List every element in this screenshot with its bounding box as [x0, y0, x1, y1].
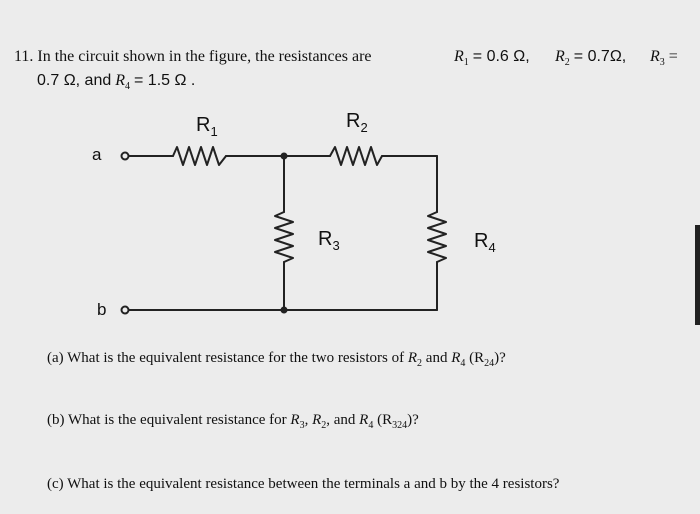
r1-value: $R_1 = 0.6$ Ω,	[454, 48, 530, 69]
problem-number: 11.	[14, 48, 34, 65]
junction-top	[281, 153, 288, 160]
label-r4: $R_4$	[474, 230, 496, 255]
resistor-r2	[330, 147, 382, 165]
terminal-b-node	[122, 307, 129, 314]
problem-line-2: 0.7 Ω, and $R_4 = 1.5$ Ω .	[37, 72, 196, 93]
terminal-b-label: b	[97, 300, 107, 319]
edge-bar	[695, 225, 700, 325]
question-a: (a) What is the equivalent resistance for the two resistors of $R_2$ and $R_4$ $(R_{24})$?	[47, 350, 506, 369]
junction-bottom	[281, 307, 288, 314]
label-r3: $R_3$	[318, 228, 340, 253]
label-r1: $R_1$	[196, 114, 218, 139]
resistor-r4	[428, 212, 446, 262]
resistor-r1	[173, 147, 226, 165]
question-c: (c) What is the equivalent resistance between the terminals a and b by the 4 resistors?	[47, 476, 560, 492]
r3-label: $R_3$ =	[650, 48, 678, 69]
question-b: (b) What is the equivalent resistance for $R_3$, $R_2$, and $R_4$ $(R_{324})$?	[47, 412, 419, 431]
label-r2: $R_2$	[346, 110, 368, 135]
r2-value: $R_2 = 0.7\Omega$,	[555, 48, 627, 69]
resistor-r3	[275, 212, 293, 262]
problem-text: In the circuit shown in the figure, the resistances are	[37, 48, 372, 65]
terminal-a-node	[122, 153, 129, 160]
terminal-a-label: a	[92, 145, 102, 164]
